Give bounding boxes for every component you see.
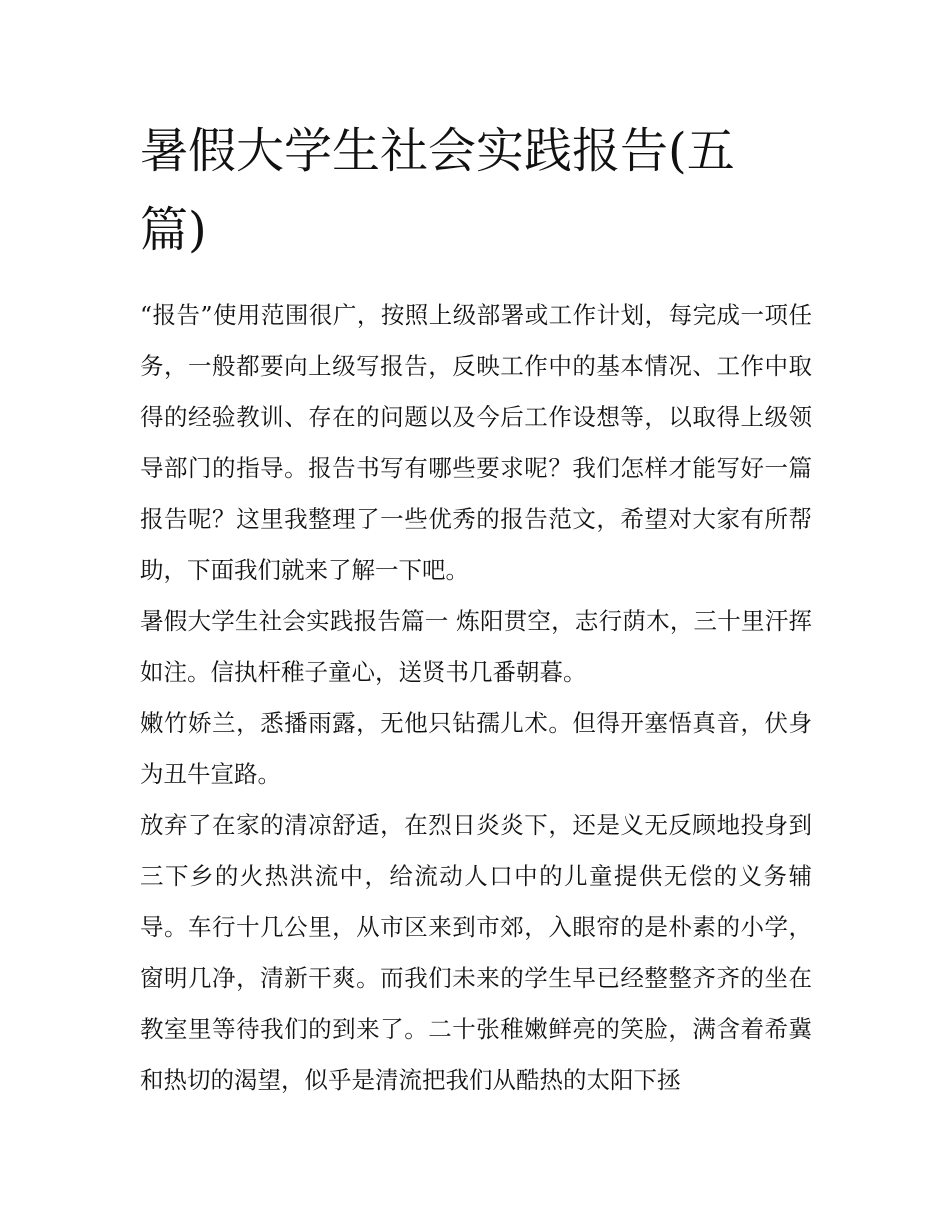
document-page: [140, 112, 812, 1106]
intro-paragraph: “报告”使用范围很广，按照上级部署或工作计划，每完成一项任务，一般都要向上级写报告，反映工作中的基本情况、工作中取得的经验教训、存在的问题以及今后工作设想等，以取得上级领导部门的指导。报告书写有哪些要求呢？我们怎样才能写好一篇报告呢？这里我整理了一些优秀的报告范文，希望对大家有所帮助，下面我们就来了解一下吧。: [140, 301, 812, 584]
narrative-paragraph: 放弃了在家的清凉舒适，在烈日炎炎下，还是义无反顾地投身到三下乡的火热洪流中，给流动人口中的儿童提供无偿的义务辅导。车行十几公里，从市区来到市郊，入眼帘的是朴素的小学，窗明几净，清新干爽。而我们未来的学生早已经整整齐齐的坐在教室里等待我们的到来了。二十张稚嫩鲜亮的笑脸，满含着希冀和热切的渴望，似乎是清流把我们从酷热的太阳下拯: [140, 811, 812, 1094]
document-body: [140, 290, 812, 1106]
document-title: 暑假大学生社会实践报告(五篇): [140, 123, 735, 258]
poem-paragraph: 嫩竹娇兰，悉播雨露，无他只钻孺儿术。但得开塞悟真音，伏身为丑牛宣路。: [140, 709, 812, 788]
article-one-opening-paragraph: 暑假大学生社会实践报告篇一 炼阳贯空，志行荫木，三十里汗挥如注。信执杆稚子童心，送贤书几番朝暮。: [140, 607, 812, 686]
